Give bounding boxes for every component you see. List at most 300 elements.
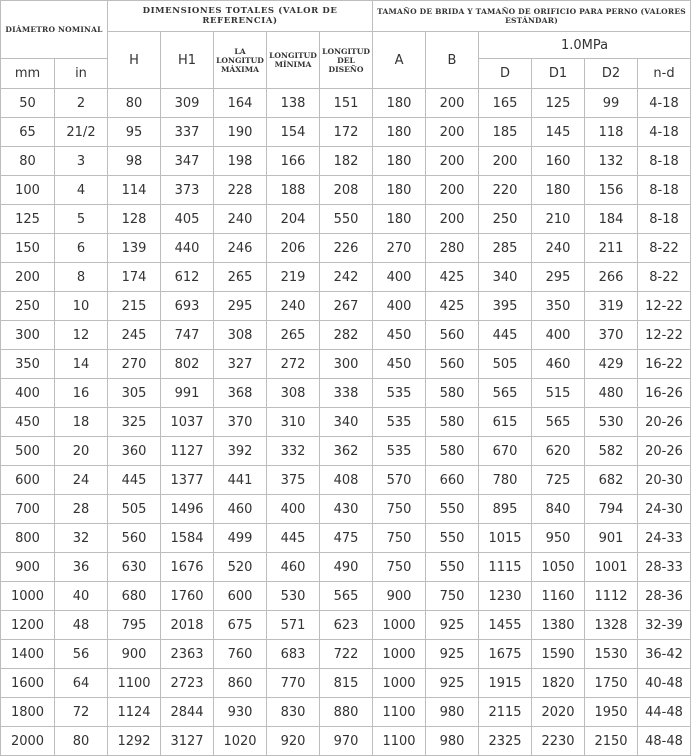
table-cell: 1100 <box>108 669 161 698</box>
table-cell: 3127 <box>161 727 214 756</box>
table-cell: 350 <box>1 350 55 379</box>
table-cell: 760 <box>214 640 267 669</box>
table-cell: 630 <box>108 553 161 582</box>
table-cell: 8-18 <box>638 147 691 176</box>
table-cell: 145 <box>532 118 585 147</box>
table-cell: 164 <box>214 89 267 118</box>
table-cell: 750 <box>426 582 479 611</box>
table-cell: 1000 <box>373 611 426 640</box>
table-cell: 400 <box>373 263 426 292</box>
table-cell: 400 <box>532 321 585 350</box>
table-cell: 319 <box>585 292 638 321</box>
table-cell: 780 <box>479 466 532 495</box>
table-cell: 5 <box>55 205 108 234</box>
table-row <box>1 234 691 263</box>
table-cell: 747 <box>161 321 214 350</box>
table-cell: 16 <box>55 379 108 408</box>
table-cell: 160 <box>532 147 585 176</box>
table-cell: 139 <box>108 234 161 263</box>
table-cell: 2363 <box>161 640 214 669</box>
table-cell: 373 <box>161 176 214 205</box>
table-row <box>1 263 691 292</box>
table-row <box>1 147 691 176</box>
table-cell: 571 <box>267 611 320 640</box>
table-row <box>1 524 691 553</box>
table-cell: 4 <box>55 176 108 205</box>
table-cell: 515 <box>532 379 585 408</box>
table-cell: 565 <box>532 408 585 437</box>
table-cell: 1160 <box>532 582 585 611</box>
table-cell: 520 <box>214 553 267 582</box>
table-cell: 8 <box>55 263 108 292</box>
table-cell: 800 <box>1 524 55 553</box>
table-cell: 246 <box>214 234 267 263</box>
table-cell: 219 <box>267 263 320 292</box>
table-cell: 580 <box>426 379 479 408</box>
table-cell: 445 <box>267 524 320 553</box>
table-cell: 185 <box>479 118 532 147</box>
table-cell: 1100 <box>373 698 426 727</box>
table-cell: 1760 <box>161 582 214 611</box>
table-header <box>1 1 691 89</box>
table-cell: 150 <box>1 234 55 263</box>
table-cell: 700 <box>1 495 55 524</box>
table-cell: 151 <box>320 89 373 118</box>
table-cell: 180 <box>373 118 426 147</box>
table-cell: 309 <box>161 89 214 118</box>
table-cell: 560 <box>108 524 161 553</box>
table-cell: 64 <box>55 669 108 698</box>
table-cell: 21/2 <box>55 118 108 147</box>
table-cell: 327 <box>214 350 267 379</box>
table-cell: 180 <box>373 176 426 205</box>
table-cell: 28-33 <box>638 553 691 582</box>
table-cell: 1020 <box>214 727 267 756</box>
table-cell: 267 <box>320 292 373 321</box>
table-cell: 16-26 <box>638 379 691 408</box>
table-cell: 2844 <box>161 698 214 727</box>
table-cell: 460 <box>214 495 267 524</box>
table-cell: 600 <box>1 466 55 495</box>
table-cell: 920 <box>267 727 320 756</box>
table-cell: 795 <box>108 611 161 640</box>
table-cell: 2150 <box>585 727 638 756</box>
table-cell: 36 <box>55 553 108 582</box>
table-cell: 18 <box>55 408 108 437</box>
table-cell: 340 <box>320 408 373 437</box>
table-cell: 1000 <box>373 640 426 669</box>
table-cell: 295 <box>214 292 267 321</box>
table-cell: 660 <box>426 466 479 495</box>
table-row <box>1 669 691 698</box>
table-cell: 325 <box>108 408 161 437</box>
table-cell: 615 <box>479 408 532 437</box>
table-body <box>1 89 691 756</box>
table-cell: 242 <box>320 263 373 292</box>
table-cell: 682 <box>585 466 638 495</box>
table-cell: 125 <box>1 205 55 234</box>
nominal-diameter-header: DIÁMETRO NOMINAL <box>1 1 108 59</box>
table-cell: 20-26 <box>638 437 691 466</box>
table-cell: 612 <box>161 263 214 292</box>
table-cell: 300 <box>1 321 55 350</box>
table-cell: 40 <box>55 582 108 611</box>
table-cell: 198 <box>214 147 267 176</box>
table-cell: 100 <box>1 176 55 205</box>
table-cell: 4-18 <box>638 89 691 118</box>
table-cell: 2230 <box>532 727 585 756</box>
table-cell: 580 <box>426 437 479 466</box>
table-cell: 722 <box>320 640 373 669</box>
total-dimensions-header: DIMENSIONES TOTALES (VALOR DE REFERENCIA) <box>108 1 373 32</box>
table-cell: 1112 <box>585 582 638 611</box>
table-cell: 80 <box>1 147 55 176</box>
table-row <box>1 582 691 611</box>
table-cell: 1676 <box>161 553 214 582</box>
table-cell: 1328 <box>585 611 638 640</box>
table-cell: 4-18 <box>638 118 691 147</box>
table-cell: 1675 <box>479 640 532 669</box>
table-cell: 683 <box>267 640 320 669</box>
table-cell: 880 <box>320 698 373 727</box>
table-cell: 114 <box>108 176 161 205</box>
table-cell: 250 <box>479 205 532 234</box>
flange-size-header: TAMAÑO DE BRIDA Y TAMAÑO DE ORIFICIO PARA PERNO (VALORES ESTÁNDAR) <box>373 1 691 32</box>
table-cell: 340 <box>479 263 532 292</box>
table-cell: 200 <box>1 263 55 292</box>
table-cell: 460 <box>267 553 320 582</box>
table-cell: 490 <box>320 553 373 582</box>
table-cell: 815 <box>320 669 373 698</box>
table-cell: 226 <box>320 234 373 263</box>
table-cell: 174 <box>108 263 161 292</box>
table-cell: 440 <box>161 234 214 263</box>
table-cell: 266 <box>585 263 638 292</box>
table-cell: 570 <box>373 466 426 495</box>
table-cell: 220 <box>479 176 532 205</box>
table-cell: 550 <box>426 524 479 553</box>
table-cell: 580 <box>426 408 479 437</box>
table-cell: 50 <box>1 89 55 118</box>
table-cell: 180 <box>373 147 426 176</box>
table-cell: 2115 <box>479 698 532 727</box>
table-cell: 1590 <box>532 640 585 669</box>
table-cell: 95 <box>108 118 161 147</box>
table-cell: 450 <box>373 321 426 350</box>
table-cell: 128 <box>108 205 161 234</box>
table-cell: 80 <box>55 727 108 756</box>
table-cell: 200 <box>479 147 532 176</box>
col-H-header: H <box>108 32 161 89</box>
table-cell: 535 <box>373 408 426 437</box>
col-min-length-header: LONGITUD MÍNIMA <box>267 32 320 89</box>
table-cell: 8-22 <box>638 263 691 292</box>
table-cell: 180 <box>373 205 426 234</box>
table-cell: 2325 <box>479 727 532 756</box>
table-cell: 1400 <box>1 640 55 669</box>
table-cell: 308 <box>214 321 267 350</box>
table-cell: 1292 <box>108 727 161 756</box>
table-cell: 200 <box>426 89 479 118</box>
table-cell: 362 <box>320 437 373 466</box>
table-cell: 991 <box>161 379 214 408</box>
table-cell: 1124 <box>108 698 161 727</box>
table-cell: 250 <box>1 292 55 321</box>
table-cell: 10 <box>55 292 108 321</box>
table-cell: 28-36 <box>638 582 691 611</box>
table-cell: 1000 <box>373 669 426 698</box>
table-cell: 180 <box>373 89 426 118</box>
table-cell: 1037 <box>161 408 214 437</box>
table-cell: 48 <box>55 611 108 640</box>
table-cell: 200 <box>426 118 479 147</box>
table-cell: 332 <box>267 437 320 466</box>
table-cell: 408 <box>320 466 373 495</box>
table-cell: 240 <box>214 205 267 234</box>
table-row <box>1 205 691 234</box>
table-cell: 12-22 <box>638 321 691 350</box>
table-row <box>1 350 691 379</box>
table-cell: 802 <box>161 350 214 379</box>
table-cell: 500 <box>1 437 55 466</box>
table-cell: 200 <box>426 176 479 205</box>
table-row <box>1 466 691 495</box>
table-cell: 200 <box>426 205 479 234</box>
table-cell: 530 <box>585 408 638 437</box>
table-row <box>1 408 691 437</box>
table-cell: 425 <box>426 263 479 292</box>
table-cell: 623 <box>320 611 373 640</box>
table-cell: 200 <box>426 147 479 176</box>
table-cell: 693 <box>161 292 214 321</box>
table-cell: 450 <box>1 408 55 437</box>
table-cell: 295 <box>532 263 585 292</box>
table-cell: 154 <box>267 118 320 147</box>
table-cell: 925 <box>426 611 479 640</box>
table-cell: 794 <box>585 495 638 524</box>
table-cell: 1584 <box>161 524 214 553</box>
table-cell: 1230 <box>479 582 532 611</box>
table-cell: 925 <box>426 640 479 669</box>
table-cell: 1000 <box>1 582 55 611</box>
table-cell: 270 <box>373 234 426 263</box>
table-cell: 184 <box>585 205 638 234</box>
table-cell: 1915 <box>479 669 532 698</box>
table-cell: 188 <box>267 176 320 205</box>
table-cell: 44-48 <box>638 698 691 727</box>
table-cell: 80 <box>108 89 161 118</box>
table-cell: 282 <box>320 321 373 350</box>
table-cell: 99 <box>585 89 638 118</box>
table-cell: 1820 <box>532 669 585 698</box>
col-mm-header: mm <box>1 59 55 89</box>
table-cell: 125 <box>532 89 585 118</box>
table-cell: 65 <box>1 118 55 147</box>
table-cell: 270 <box>108 350 161 379</box>
table-cell: 265 <box>267 321 320 350</box>
table-cell: 338 <box>320 379 373 408</box>
table-cell: 980 <box>426 727 479 756</box>
table-cell: 560 <box>426 321 479 350</box>
table-cell: 16-22 <box>638 350 691 379</box>
table-cell: 165 <box>479 89 532 118</box>
table-cell: 1496 <box>161 495 214 524</box>
table-cell: 900 <box>373 582 426 611</box>
table-cell: 400 <box>267 495 320 524</box>
table-cell: 14 <box>55 350 108 379</box>
col-D-header: D <box>479 59 532 89</box>
table-cell: 582 <box>585 437 638 466</box>
table-cell: 210 <box>532 205 585 234</box>
table-cell: 680 <box>108 582 161 611</box>
table-cell: 182 <box>320 147 373 176</box>
table-cell: 950 <box>532 524 585 553</box>
table-cell: 770 <box>267 669 320 698</box>
col-nd-header: n-d <box>638 59 691 89</box>
table-cell: 565 <box>320 582 373 611</box>
col-H1-header: H1 <box>161 32 214 89</box>
table-cell: 535 <box>373 379 426 408</box>
table-cell: 2723 <box>161 669 214 698</box>
table-cell: 228 <box>214 176 267 205</box>
table-cell: 1950 <box>585 698 638 727</box>
table-cell: 190 <box>214 118 267 147</box>
table-row <box>1 611 691 640</box>
table-cell: 180 <box>532 176 585 205</box>
table-cell: 1455 <box>479 611 532 640</box>
table-cell: 445 <box>108 466 161 495</box>
table-cell: 1115 <box>479 553 532 582</box>
table-cell: 900 <box>108 640 161 669</box>
table-cell: 8-18 <box>638 205 691 234</box>
table-cell: 300 <box>320 350 373 379</box>
table-cell: 265 <box>214 263 267 292</box>
table-cell: 36-42 <box>638 640 691 669</box>
table-row <box>1 292 691 321</box>
table-cell: 970 <box>320 727 373 756</box>
table-cell: 2020 <box>532 698 585 727</box>
col-B-header: B <box>426 32 479 89</box>
table-cell: 750 <box>373 524 426 553</box>
table-cell: 900 <box>1 553 55 582</box>
table-cell: 12 <box>55 321 108 350</box>
table-cell: 245 <box>108 321 161 350</box>
table-cell: 405 <box>161 205 214 234</box>
table-cell: 2 <box>55 89 108 118</box>
table-cell: 505 <box>108 495 161 524</box>
table-cell: 1050 <box>532 553 585 582</box>
table-cell: 1800 <box>1 698 55 727</box>
table-cell: 460 <box>532 350 585 379</box>
table-cell: 172 <box>320 118 373 147</box>
table-cell: 156 <box>585 176 638 205</box>
table-cell: 1127 <box>161 437 214 466</box>
table-cell: 272 <box>267 350 320 379</box>
table-cell: 20-30 <box>638 466 691 495</box>
table-cell: 560 <box>426 350 479 379</box>
table-cell: 1200 <box>1 611 55 640</box>
table-cell: 450 <box>373 350 426 379</box>
table-cell: 895 <box>479 495 532 524</box>
table-cell: 670 <box>479 437 532 466</box>
table-cell: 505 <box>479 350 532 379</box>
table-cell: 499 <box>214 524 267 553</box>
table-cell: 56 <box>55 640 108 669</box>
table-cell: 308 <box>267 379 320 408</box>
table-cell: 1600 <box>1 669 55 698</box>
table-cell: 28 <box>55 495 108 524</box>
table-row <box>1 495 691 524</box>
col-design-length-header: LONGITUD DEL DISEÑO <box>320 32 373 89</box>
table-cell: 925 <box>426 669 479 698</box>
table-cell: 400 <box>373 292 426 321</box>
table-cell: 206 <box>267 234 320 263</box>
table-row <box>1 89 691 118</box>
table-cell: 208 <box>320 176 373 205</box>
table-cell: 138 <box>267 89 320 118</box>
table-cell: 392 <box>214 437 267 466</box>
table-cell: 310 <box>267 408 320 437</box>
table-cell: 8-18 <box>638 176 691 205</box>
table-cell: 1015 <box>479 524 532 553</box>
table-cell: 395 <box>479 292 532 321</box>
table-cell: 1100 <box>373 727 426 756</box>
table-cell: 600 <box>214 582 267 611</box>
table-cell: 48-48 <box>638 727 691 756</box>
table-cell: 535 <box>373 437 426 466</box>
table-cell: 980 <box>426 698 479 727</box>
table-cell: 8-22 <box>638 234 691 263</box>
table-cell: 480 <box>585 379 638 408</box>
table-cell: 750 <box>373 553 426 582</box>
table-cell: 6 <box>55 234 108 263</box>
table-cell: 860 <box>214 669 267 698</box>
table-row <box>1 698 691 727</box>
table-cell: 475 <box>320 524 373 553</box>
table-cell: 24 <box>55 466 108 495</box>
table-cell: 72 <box>55 698 108 727</box>
table-cell: 620 <box>532 437 585 466</box>
table-cell: 305 <box>108 379 161 408</box>
table-cell: 2018 <box>161 611 214 640</box>
table-cell: 347 <box>161 147 214 176</box>
table-cell: 32-39 <box>638 611 691 640</box>
col-D1-header: D1 <box>532 59 585 89</box>
table-cell: 370 <box>214 408 267 437</box>
col-max-length-header: LA LONGITUD MÁXIMA <box>214 32 267 89</box>
table-cell: 565 <box>479 379 532 408</box>
table-cell: 118 <box>585 118 638 147</box>
table-cell: 400 <box>1 379 55 408</box>
table-cell: 32 <box>55 524 108 553</box>
table-row <box>1 321 691 350</box>
table-cell: 1001 <box>585 553 638 582</box>
table-cell: 550 <box>426 553 479 582</box>
col-D2-header: D2 <box>585 59 638 89</box>
table-row <box>1 640 691 669</box>
table-cell: 750 <box>373 495 426 524</box>
table-cell: 240 <box>532 234 585 263</box>
table-cell: 370 <box>585 321 638 350</box>
table-cell: 441 <box>214 466 267 495</box>
table-cell: 24-33 <box>638 524 691 553</box>
table-cell: 350 <box>532 292 585 321</box>
table-cell: 12-22 <box>638 292 691 321</box>
table-row <box>1 727 691 756</box>
table-row <box>1 379 691 408</box>
table-cell: 3 <box>55 147 108 176</box>
col-A-header: A <box>373 32 426 89</box>
